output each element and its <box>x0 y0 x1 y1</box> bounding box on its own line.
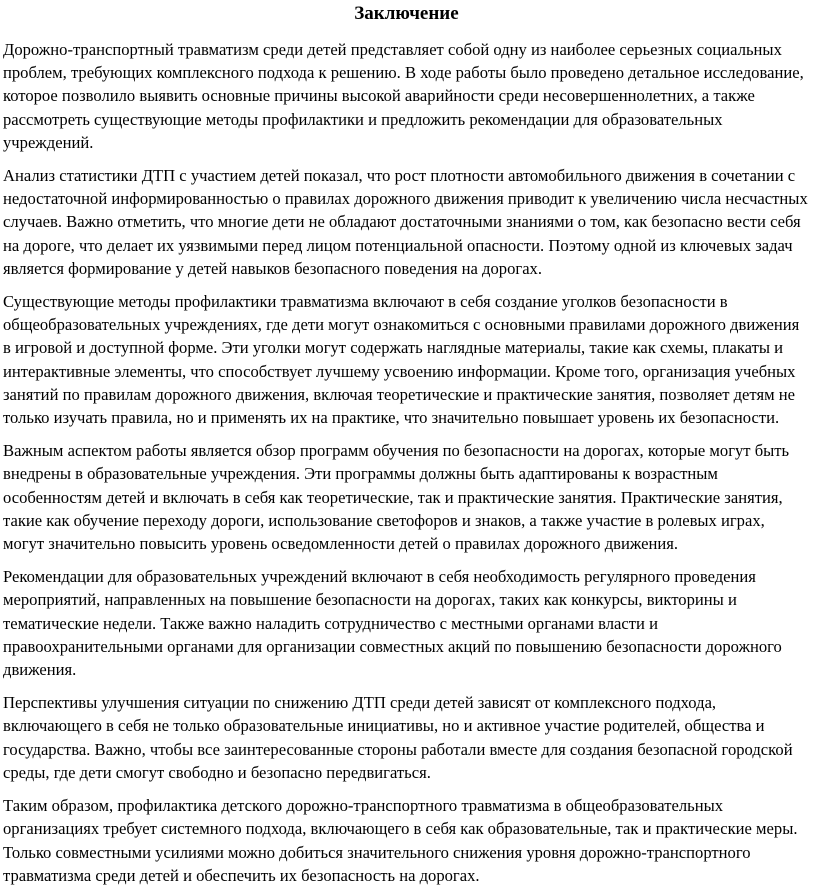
paragraph-5: Рекомендации для образовательных учреждений включают в себя необходимость регулярного проведения мероприятий, направленных на повышение безопасности на дорогах, таких как конкурсы, викторины и тематические недели. Также важно наладить сотрудничество с местными органами власти и правоохранительными органами для организации совместных акций по повышению безопасности дорожного движения. <box>3 567 782 680</box>
page-title: Заключение <box>354 3 459 24</box>
paragraph-4: Важным аспектом работы является обзор программ обучения по безопасности на дорогах, которые могут быть внедрены в образовательные учреждения. Эти программы должны быть адаптированы к возрастным особенностям детей и включать в себя как теоретические, так и практические занятия. Практические занятия, такие как обучение переходу дороги, использование светофоров и знаков, а также участие в ролевых играх, могут значительно повысить уровень осведомленности детей о правилах дорожного движения. <box>3 441 790 554</box>
paragraph-1: Дорожно-транспортный травматизм среди детей представляет собой одну из наиболее серьезных социальных проблем, требующих комплексного подхода к решению. В ходе работы было проведено детальное исследование, которое позволило выявить основные причины высокой аварийности среди несовершеннолетних, а также рассмотреть существующие методы профилактики и предложить рекомендации для образовательных учреждений. <box>3 40 804 152</box>
paragraph-6: Перспективы улучшения ситуации по снижению ДТП среди детей зависят от комплексного подхода, включающего в себя не только образовательные инициативы, но и активное участие родителей, общества и государства. Важно, чтобы все заинтересованные стороны работали вместе для создания безопасной городской среды, где дети смогут свободно и безопасно передвигаться. <box>3 693 793 782</box>
paragraph-3: Существующие методы профилактики травматизма включают в себя создание уголков безопасности в общеобразовательных учреждениях, где дети могут ознакомиться с основными правилами дорожного движения в игровой и доступной форме. Эти уголки могут содержать наглядные материалы, такие как схемы, плакаты и интерактивные элементы, что способствует лучшему усвоению информации. Кроме того, организация учебных занятий по правилам дорожного движения, включая теоретические и практические занятия, позволяет детям не только изучать правила, но и применять их на практике, что значительно повышает уровень их безопасности. <box>3 292 800 428</box>
paragraph-2: Анализ статистики ДТП с участием детей показал, что рост плотности автомобильного движения в сочетании с недостаточной информированностью о правилах дорожного движения приводит к увеличению числа несчастных случаев. Важно отметить, что многие дети не обладают достаточными знаниями о том, как безопасно вести себя на дороге, что делает их уязвимыми перед лицом потенциальной опасности. Поэтому одной из ключевых задач является формирование у детей навыков безопасного поведения на дорогах. <box>3 166 808 278</box>
paragraph-7: Таким образом, профилактика детского дорожно-транспортного травматизма в общеобразовательных организациях требует системного подхода, включающего в себя как образовательные, так и практические меры. Только совместными усилиями можно добиться значительного снижения уровня дорожно-транспортного травматизма среди детей и обеспечить их безопасность на дорогах. <box>3 796 798 885</box>
